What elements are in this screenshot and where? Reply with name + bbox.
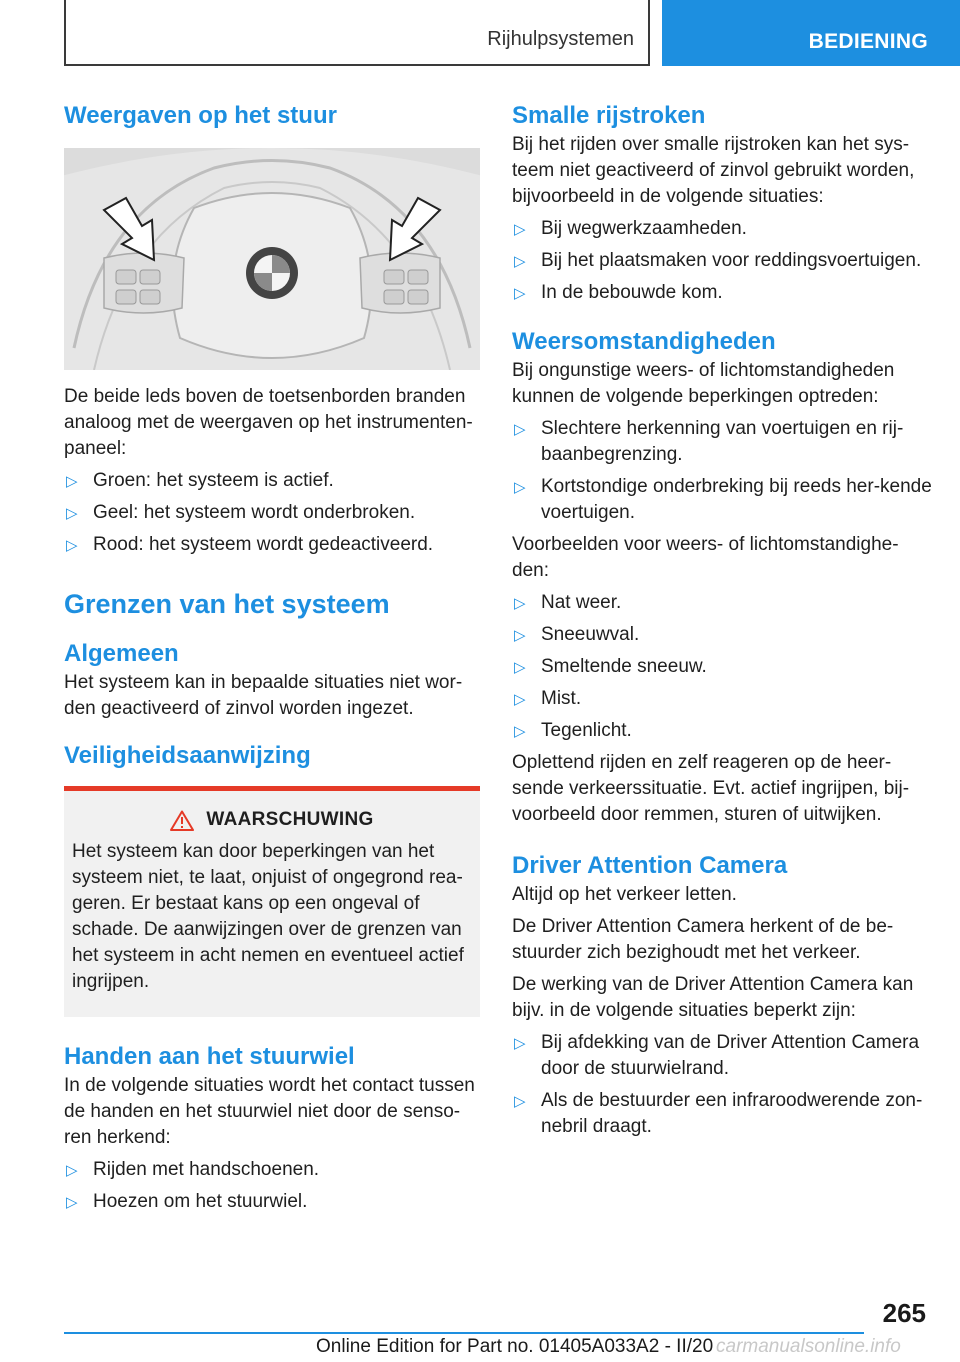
- list-item: ▷ Geel: het systeem wordt onderbroken.: [64, 500, 480, 526]
- page-number: 265: [882, 1298, 926, 1328]
- list-item: ▷ Bij afdekking van de Driver Attention Camera door de stuurwielrand.: [514, 1032, 920, 1079]
- triangle-right-icon: ▷: [514, 221, 526, 238]
- list-item: ▷ Sneeuwval.: [512, 622, 932, 648]
- warning-box: [64, 786, 480, 1017]
- handen-paragraph: In de volgende situaties wordt het contact tussen de handen en het stuurwiel niet door de senso-ren herkend:: [64, 1075, 475, 1148]
- triangle-right-icon: ▷: [66, 505, 78, 522]
- triangle-right-icon: ▷: [514, 421, 526, 438]
- smalle-list: [512, 216, 932, 306]
- oplettend-paragraph: Oplettend rijden en zelf reageren op de heer-sende verkeerssituatie. Evt. actief ingrijpen, bij-voorbeeld door remmen, sturen of uitwijken.: [512, 752, 910, 825]
- heading-camera: Driver Attention Camera: [512, 852, 788, 879]
- triangle-right-icon: ▷: [514, 479, 526, 496]
- list-item: ▷ Slechtere herkenning van voertuigen en rij-baanbegrenzing.: [514, 418, 904, 465]
- steering-wheel-image: [64, 148, 480, 370]
- triangle-right-icon: ▷: [514, 1093, 526, 1110]
- footer-edition: Online Edition for Part no. 01405A033A2 - II/20: [316, 1336, 714, 1357]
- triangle-right-icon: ▷: [514, 659, 526, 676]
- triangle-right-icon: ▷: [514, 595, 526, 612]
- voorbeelden-paragraph: Voorbeelden voor weers- of lichtomstandighe-den:: [512, 534, 899, 581]
- smalle-paragraph: Bij het rijden over smalle rijstroken kan het sys-teem niet geactiveerd of zinvol gebruikt worden, bijvoorbeeld in de volgende situaties:: [512, 134, 915, 207]
- steering-wheel-illustration: [64, 148, 480, 370]
- triangle-right-icon: ▷: [514, 723, 526, 740]
- heading-grenzen: Grenzen van het systeem: [64, 589, 390, 619]
- triangle-right-icon: ▷: [514, 691, 526, 708]
- list-item: ▷ Mist.: [512, 686, 932, 712]
- list-item: ▷ Rood: het systeem wordt gedeactiveerd.: [64, 532, 480, 558]
- camera-paragraph-1: Altijd op het verkeer letten.: [512, 884, 737, 905]
- list-item: ▷ Groen: het systeem is actief.: [64, 468, 480, 494]
- camera-paragraph-3: De werking van de Driver Attention Camera kan bijv. in de volgende situaties beperkt zijn:: [512, 974, 914, 1021]
- handen-list: [64, 1157, 480, 1215]
- algemeen-paragraph: Het systeem kan in bepaalde situaties niet wor-den geactiveerd of zinvol worden ingezet.: [64, 672, 463, 719]
- header-chapter-label: BEDIENING: [808, 30, 928, 53]
- triangle-right-icon: ▷: [514, 253, 526, 270]
- triangle-right-icon: ▷: [514, 1035, 526, 1052]
- heading-weersomstandigheden: Weersomstandigheden: [512, 328, 776, 355]
- camera-list: [512, 1030, 932, 1140]
- list-item: ▷ Smeltende sneeuw.: [512, 654, 932, 680]
- warning-title: WAARSCHUWING: [72, 809, 472, 831]
- list-item: ▷ Bij het plaatsmaken voor reddingsvoertuigen.: [512, 248, 932, 274]
- list-item: ▷ Als de bestuurder een infraroodwerende zon-nebril draagt.: [514, 1090, 923, 1137]
- list-item: ▷ Kortstondige onderbreking bij reeds her-kende voertuigen.: [514, 476, 932, 523]
- weer-paragraph: Bij ongunstige weers- of lichtomstandigheden kunnen de volgende beperkingen optreden:: [512, 360, 895, 407]
- heading-veiligheid: Veiligheidsaanwijzing: [64, 742, 311, 769]
- heading-smalle: Smalle rijstroken: [512, 102, 706, 129]
- triangle-right-icon: ▷: [514, 627, 526, 644]
- left-column: [64, 100, 480, 1215]
- triangle-right-icon: ▷: [66, 537, 78, 554]
- warning-text: Het systeem kan door beperkingen van het systeem niet, te laat, onjuist of ongegrond rea-geren. Er bestaat kans op een ongeval of schade. De aanwijzingen over de grenzen van het systeem in acht nemen en eventueel actief ingrijpen.: [72, 841, 464, 992]
- camera-paragraph-2: De Driver Attention Camera herkent of de be-stuurder zich bezighoudt met het verkeer.: [512, 916, 894, 963]
- list-item: ▷ Bij wegwerkzaamheden.: [512, 216, 932, 242]
- header-section-box: [64, 0, 650, 66]
- triangle-right-icon: ▷: [66, 473, 78, 490]
- header-chapter-tab[interactable]: [662, 0, 960, 66]
- header-section-title: Rijhulpsystemen: [487, 28, 634, 50]
- warning-triangle-icon: [170, 810, 194, 831]
- list-item: ▷ Rijden met handschoenen.: [64, 1157, 480, 1183]
- triangle-right-icon: ▷: [514, 285, 526, 302]
- list-item: ▷ Nat weer.: [512, 590, 932, 616]
- heading-algemeen: Algemeen: [64, 640, 179, 667]
- footer-divider: [64, 1332, 864, 1334]
- weer-list: [512, 416, 932, 526]
- heading-weergaven: Weergaven op het stuur: [64, 102, 337, 129]
- heading-handen: Handen aan het stuurwiel: [64, 1043, 355, 1070]
- list-item: ▷ Tegenlicht.: [512, 718, 932, 744]
- triangle-right-icon: ▷: [66, 1162, 78, 1179]
- leds-list: [64, 468, 480, 558]
- list-item: ▷ In de bebouwde kom.: [512, 280, 932, 306]
- list-item: ▷ Hoezen om het stuurwiel.: [64, 1189, 480, 1215]
- triangle-right-icon: ▷: [66, 1194, 78, 1211]
- footer-watermark: carmanualsonline.info: [716, 1336, 901, 1357]
- right-column: [512, 100, 932, 1140]
- leds-paragraph: De beide leds boven de toetsenborden branden analoog met de weergaven op het instrumenten-paneel:: [64, 386, 473, 459]
- voorbeelden-list: [512, 590, 932, 744]
